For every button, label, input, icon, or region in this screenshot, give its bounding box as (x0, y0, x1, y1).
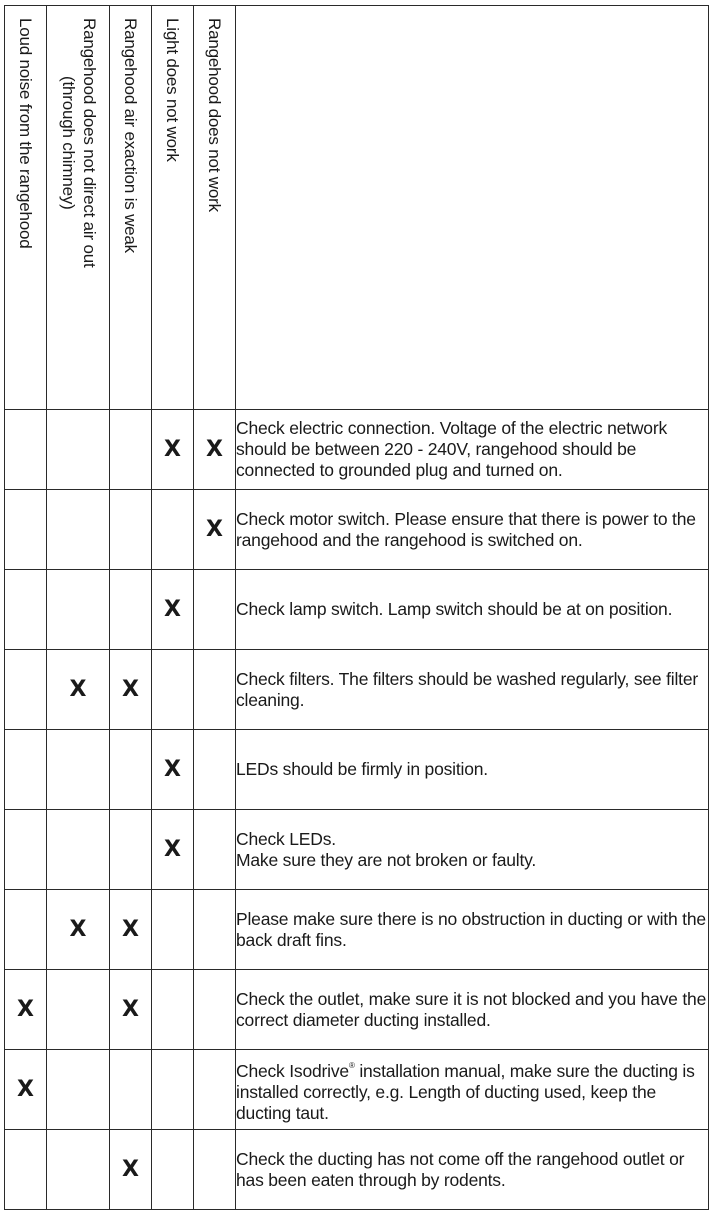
symptom-cell (47, 1130, 110, 1210)
solution-cell (236, 970, 709, 1050)
symptom-cell (194, 970, 236, 1050)
symptom-cell (194, 650, 236, 730)
header-weak-exaction (110, 6, 152, 410)
symptom-cell (5, 410, 47, 490)
symptom-cell (47, 490, 110, 570)
solution-cell (236, 1050, 709, 1130)
solution-text: Check LEDs. Make sure they are not broken or faulty. (236, 828, 537, 870)
symptom-cell (47, 570, 110, 650)
symptom-cell (152, 970, 194, 1050)
symptom-cell (152, 730, 194, 810)
check-mark-icon: X (206, 437, 223, 462)
solution-cell (236, 1130, 709, 1210)
solution-text: Please make sure there is no obstruction in ducting or with the back draft fins. (236, 908, 706, 950)
symptom-cell (110, 730, 152, 810)
solution-cell (236, 650, 709, 730)
header-blank-cell (236, 6, 709, 410)
table-row (5, 650, 709, 730)
symptom-cell (194, 730, 236, 810)
header-not-direct-air (47, 6, 110, 410)
solution-text: Check motor switch. Please ensure that there is power to the rangehood and the rangehood is switched on. (236, 508, 696, 550)
symptom-cell (47, 730, 110, 810)
troubleshooting-table (4, 5, 709, 1210)
solution-text: Check electric connection. Voltage of the electric network should be between 220 - 240V, rangehood should be connected to grounded plug and turned on. (236, 418, 667, 480)
symptom-cell (47, 810, 110, 890)
symptom-cell (5, 650, 47, 730)
solution-cell (236, 410, 709, 490)
solution-cell (236, 890, 709, 970)
symptom-cell (152, 1050, 194, 1130)
symptom-cell (110, 570, 152, 650)
symptom-cell (110, 410, 152, 490)
header-light-not-work-label: Light does not work (163, 18, 182, 162)
table-row (5, 970, 709, 1050)
symptom-cell (152, 650, 194, 730)
symptom-cell (47, 890, 110, 970)
symptom-cell (110, 650, 152, 730)
header-not-direct-air-label: Rangehood does not direct air out (through chimney) (59, 18, 99, 268)
symptom-cell (5, 1130, 47, 1210)
table-row (5, 890, 709, 970)
check-mark-icon: X (164, 837, 181, 862)
symptom-cell (110, 810, 152, 890)
symptom-cell (110, 1050, 152, 1130)
solution-cell (236, 730, 709, 810)
check-mark-icon: X (69, 917, 87, 942)
symptom-cell (5, 730, 47, 810)
symptom-cell (5, 490, 47, 570)
symptom-cell (5, 570, 47, 650)
symptom-cell (110, 490, 152, 570)
check-mark-icon: X (164, 597, 181, 622)
header-row (5, 6, 709, 410)
symptom-cell (152, 490, 194, 570)
solution-text-part: Check Isodrive (236, 1061, 349, 1081)
solution-text: Check the ducting has not come off the rangehood outlet or has been eaten through by rodents. (236, 1148, 685, 1190)
symptom-cell (194, 1050, 236, 1130)
table-body (5, 410, 709, 1210)
header-loud-noise (5, 6, 47, 410)
symptom-cell (194, 410, 236, 490)
symptom-cell (152, 1130, 194, 1210)
symptom-cell (194, 570, 236, 650)
header-weak-exaction-label: Rangehood air exaction is weak (121, 18, 140, 253)
check-mark-icon: X (17, 1077, 34, 1102)
table-row (5, 1130, 709, 1210)
symptom-cell (194, 890, 236, 970)
check-mark-icon: X (69, 677, 87, 702)
symptom-cell (194, 1130, 236, 1210)
check-mark-icon: X (122, 1157, 139, 1182)
check-mark-icon: X (17, 997, 34, 1022)
symptom-cell (110, 890, 152, 970)
table-row (5, 810, 709, 890)
table-row (5, 410, 709, 490)
symptom-cell (152, 810, 194, 890)
check-mark-icon: X (206, 517, 223, 542)
solution-cell (236, 570, 709, 650)
solution-text-part: installation manual, make sure the ducting is installed correctly, e.g. Length of ducting used, keep the ducting taut. (236, 1061, 695, 1123)
symptom-cell (47, 970, 110, 1050)
symptom-cell (110, 970, 152, 1050)
check-mark-icon: X (122, 917, 139, 942)
symptom-cell (152, 890, 194, 970)
symptom-cell (5, 810, 47, 890)
solution-text: Check filters. The filters should be washed regularly, see filter cleaning. (236, 668, 698, 710)
solution-cell (236, 490, 709, 570)
table-row (5, 570, 709, 650)
symptom-cell (152, 410, 194, 490)
symptom-cell (110, 1130, 152, 1210)
registered-mark: ® (348, 1061, 355, 1070)
header-light-not-work (152, 6, 194, 410)
solution-cell (236, 810, 709, 890)
table-row (5, 730, 709, 810)
table-row (5, 1050, 709, 1130)
symptom-cell (152, 570, 194, 650)
header-loud-noise-label: Loud noise from the rangehood (16, 18, 35, 249)
solution-text: LEDs should be firmly in position. (236, 759, 488, 779)
check-mark-icon: X (122, 677, 139, 702)
solution-text: Check the outlet, make sure it is not blocked and you have the correct diameter ducting installed. (236, 988, 707, 1030)
symptom-cell (194, 490, 236, 570)
symptom-cell (5, 890, 47, 970)
solution-text: Check lamp switch. Lamp switch should be at on position. (236, 599, 673, 619)
header-not-work (194, 6, 236, 410)
table-row (5, 490, 709, 570)
symptom-cell (5, 1050, 47, 1130)
symptom-cell (47, 410, 110, 490)
symptom-cell (47, 650, 110, 730)
solution-text (236, 1055, 708, 1124)
check-mark-icon: X (164, 437, 181, 462)
symptom-cell (5, 970, 47, 1050)
header-not-work-label: Rangehood does not work (205, 18, 224, 212)
symptom-cell (194, 810, 236, 890)
check-mark-icon: X (164, 757, 181, 782)
check-mark-icon: X (122, 997, 139, 1022)
symptom-cell (47, 1050, 110, 1130)
